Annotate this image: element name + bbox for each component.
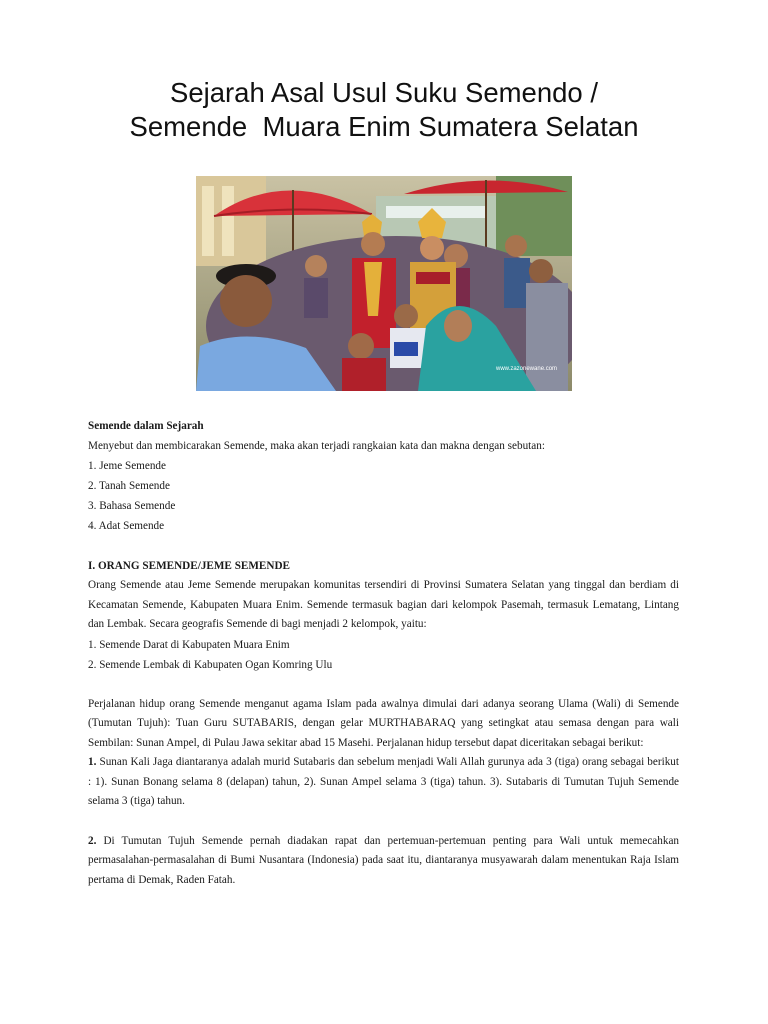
point-1 [88,753,679,812]
section-heading-sejarah: Semende dalam Sejarah [88,420,204,432]
point-1-number: 1. [88,756,97,768]
title-line-2: Semende Muara Enim Sumatera Selatan [129,111,639,142]
point-2-number: 2. [88,834,97,847]
point-1-text: Sunan Kali Jaga diantaranya adalah murid Sutabaris dan sebelum menjadi Wali Allah gurunya ada 3 (tiga) orang sebagai berikut : 1). Sunan Bonang selama 8 (delapan) tahun, 2). Sunan Ampel selama 3 (tiga) tahun. 3). Sutabaris di Tumutan Tujuh Semende selama 3 (tiga) tahun. [88,756,679,807]
list-item: 2. Semende Lembak di Kabupaten Ogan Komring Ulu [88,658,333,671]
photo-watermark: www.zazonewane.com [496,366,558,372]
section-intro: Menyebut dan membicarakan Semende, maka akan terjadi rangkaian kata dan makna dengan sebutan: [88,440,545,452]
ceremony-photo-illustration [196,176,572,391]
list-item: 3. Bahasa Semende [88,500,176,512]
section-heading-orang-semende: I. ORANG SEMENDE/JEME SEMENDE [88,560,291,572]
point-2 [88,832,679,891]
title-line-1: Sejarah Asal Usul Suku Semendo / [169,77,599,108]
list-item: 1. Semende Darat di Kabupaten Muara Enim [88,638,290,651]
point-2-text: Di Tumutan Tujuh Semende pernah diadakan rapat dan pertemuan-pertemuan penting para Wali untuk memecahkan permasalahan-permasalahan di Bumi Nusantara (Indonesia) pada saat itu, diantaranya musyawarah dalam menentukan Raja Islam pertama di Demak, Raden Fatah. [88,834,679,886]
paragraph-perjalanan: Perjalanan hidup orang Semende menganut agama Islam pada awalnya dimulai dari adanya seorang Ulama (Wali) di Semende (Tumutan Tujuh): Tuan Guru SUTABARIS, dengan gelar MURTHABARAQ yang setingkat atau semasa dengan para wali Sembilan: Sunan Ampel, di Pulau Jawa sekitar abad 15 Masehi. Perjalanan hidup tersebut dapat diceritakan sebagai berikut: [88,697,679,749]
document-body [88,416,679,890]
list-item: 1. Jeme Semende [88,460,166,472]
list-item: 4. Adat Semende [88,520,165,532]
ceremony-photo [196,176,572,391]
document-title [60,76,708,144]
paragraph-orang-semende: Orang Semende atau Jeme Semende merupakan komunitas tersendiri di Provinsi Sumatera Selatan yang tinggal dan berdiam di Kecamatan Semende, Kabupaten Muara Enim. Semende termasuk bagian dari kelompok Pasemah, termasuk Lematang, Lintang dan Lembak. Secara geografis Semende di bagi menjadi 2 kelompok, yaitu: [88,579,679,630]
list-item: 2. Tanah Semende [88,480,170,492]
